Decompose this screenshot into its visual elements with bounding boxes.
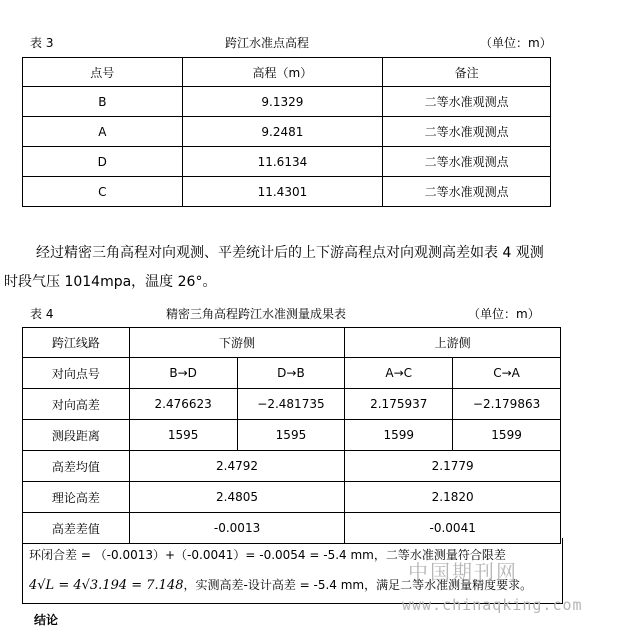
cell-theory: 2.1820 — [345, 482, 561, 513]
cell-delta: -0.0013 — [129, 513, 345, 544]
table-row — [23, 358, 561, 389]
header-upstream: 上游侧 — [345, 328, 561, 358]
cell-point: B — [23, 87, 183, 117]
cell-remark: 二等水准观测点 — [383, 87, 551, 117]
row-label: 测段距离 — [23, 420, 130, 451]
watermark-url: www.chinaqking.com — [402, 596, 583, 614]
cell-remark: 二等水准观测点 — [383, 117, 551, 147]
table-row — [23, 147, 551, 177]
paragraph-line-1: 经过精密三角高程对向观测、平差统计后的上下游高程点对向观测高差如表 4 观测 — [36, 245, 544, 261]
cell-dist: 1595 — [129, 420, 237, 451]
row-label: 高差差值 — [23, 513, 130, 544]
table3-label: 表 3 — [30, 36, 54, 50]
cell-elevation: 11.4301 — [182, 177, 383, 207]
table-row — [23, 482, 561, 513]
cell-point: C — [23, 177, 183, 207]
cell-pair: B→D — [129, 358, 237, 389]
paragraph-line-2: 时段气压 1014mpa，温度 26°。 — [4, 274, 217, 290]
cell-diff: −2.179863 — [453, 389, 561, 420]
cell-diff: 2.476623 — [129, 389, 237, 420]
table-header-row — [23, 58, 551, 87]
cell-point: A — [23, 117, 183, 147]
header-cell: 点号 — [23, 58, 183, 87]
note-line-2-text: ，实测高差-设计高差 = -5.4 mm，满足二等水准测量精度要求。 — [183, 578, 533, 592]
cell-mean: 2.4792 — [129, 451, 345, 482]
table-row — [23, 451, 561, 482]
cell-elevation: 11.6134 — [182, 147, 383, 177]
cell-pair: C→A — [453, 358, 561, 389]
cell-dist: 1595 — [237, 420, 345, 451]
table4-unit: （单位：m） — [468, 307, 540, 321]
row-label: 对向高差 — [23, 389, 130, 420]
table-row — [23, 87, 551, 117]
table-header-row — [23, 328, 561, 358]
row-label: 对向点号 — [23, 358, 130, 389]
table3-unit: （单位：m） — [480, 36, 552, 50]
row-label: 理论高差 — [23, 482, 130, 513]
header-cell: 备注 — [383, 58, 551, 87]
table3-title: 跨江水准点高程 — [225, 36, 310, 50]
cell-delta: -0.0041 — [345, 513, 561, 544]
table-row — [23, 389, 561, 420]
header-cell: 高程（m） — [182, 58, 383, 87]
cell-point: D — [23, 147, 183, 177]
cell-diff: −2.481735 — [237, 389, 345, 420]
cell-remark: 二等水准观测点 — [383, 147, 551, 177]
table4-label: 表 4 — [30, 307, 54, 321]
cell-mean: 2.1779 — [345, 451, 561, 482]
cell-elevation: 9.2481 — [182, 117, 383, 147]
cell-elevation: 9.1329 — [182, 87, 383, 117]
tolerance-formula: 4√L = 4√3.194 = 7.148 — [29, 578, 184, 593]
watermark-cn: 中国期刊网 — [408, 560, 518, 584]
header-route: 跨江线路 — [23, 328, 130, 358]
cell-pair: A→C — [345, 358, 453, 389]
table4-title: 精密三角高程跨江水准测量成果表 — [166, 307, 347, 321]
cell-theory: 2.4805 — [129, 482, 345, 513]
note-line-1: 环闭合差 = （-0.0013）+（-0.0041）= -0.0054 = -5.4 mm，二等水准测量符合限差 — [29, 548, 506, 562]
cell-pair: D→B — [237, 358, 345, 389]
table-row — [23, 117, 551, 147]
table4 — [22, 327, 561, 544]
header-downstream: 下游侧 — [129, 328, 345, 358]
table3 — [22, 57, 551, 207]
cell-remark: 二等水准观测点 — [383, 177, 551, 207]
row-label: 高差均值 — [23, 451, 130, 482]
section-heading: 结论 — [34, 613, 59, 627]
cell-dist: 1599 — [453, 420, 561, 451]
table-row — [23, 420, 561, 451]
table-row — [23, 177, 551, 207]
cell-diff: 2.175937 — [345, 389, 453, 420]
cell-dist: 1599 — [345, 420, 453, 451]
